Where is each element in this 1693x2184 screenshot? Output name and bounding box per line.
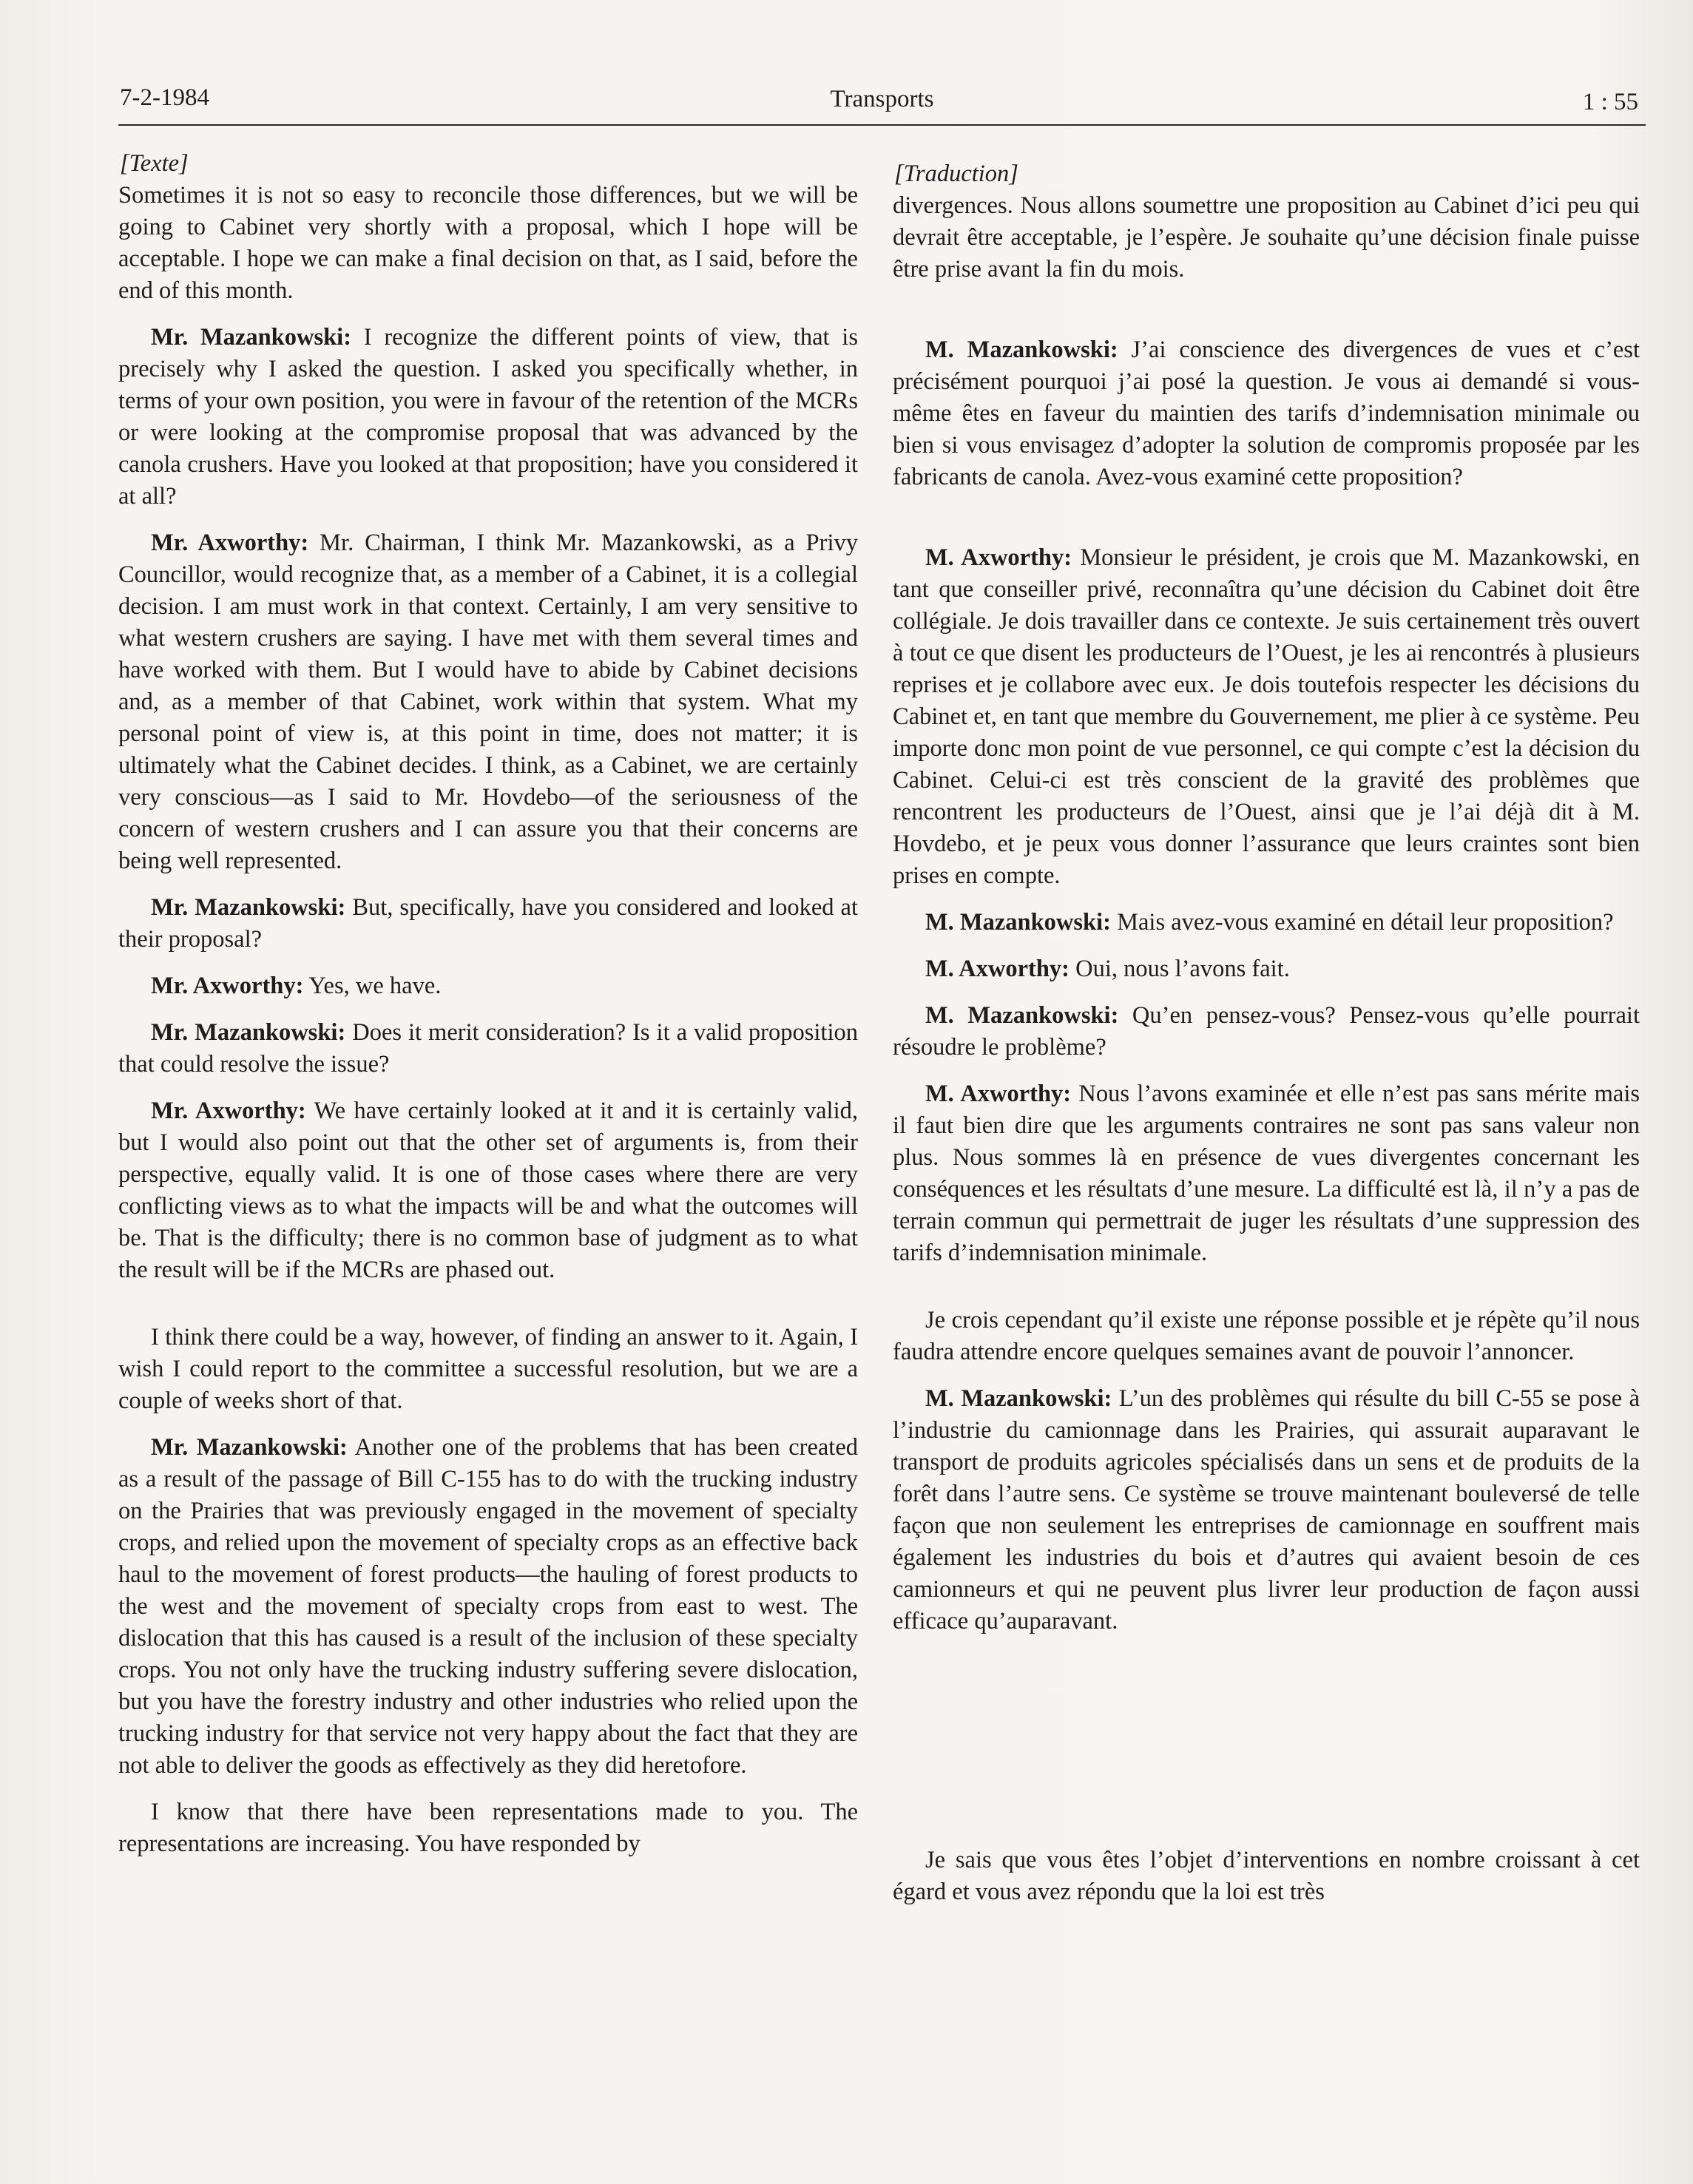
header-title: Transports bbox=[830, 86, 934, 112]
paragraph: Mr. Axworthy: Mr. Chairman, I think Mr. Mazankowski, as a Privy Councillor, would recognize that, as a member of a Cabinet, it is a collegial decision. I am must work in that context. Certainly, I am very sensitive to what western crushers are saying. I have met with them several times and have worked with them. But I would have to abide by Cabinet decisions and, as a member of that Cabinet, work within that system. What my personal point of view is, at this point in time, does not matter; it is ultimately what the Cabinet decides. I think, as a Cabinet, we are certainly very conscious—as I said to Mr. Hovdebo—of the seriousness of the concern of western crushers and I can assure you that their concerns are being well represented. bbox=[118, 530, 858, 874]
section-tag-traduction: [Traduction] bbox=[894, 160, 1018, 187]
speaker-name: Mr. Mazankowski: bbox=[151, 1019, 346, 1046]
paragraph: Mr. Axworthy: We have certainly looked at it and it is certainly valid, but I would also point out that the other set of arguments is, from their perspective, equally valid. It is one of those cases where there are very conflicting views as to what the impacts will be and what the outcomes will be. That is the difficulty; there is no common base of judgment as to what the result will be if the MCRs are phased out. bbox=[118, 1098, 858, 1283]
speaker-name: Mr. Mazankowski: bbox=[151, 1434, 348, 1461]
left-column bbox=[118, 148, 858, 1875]
paragraph: I know that there have been representations made to you. The representations are increasing. You have responded by bbox=[118, 1799, 858, 1857]
speaker-name: M. Mazankowski: bbox=[925, 1385, 1112, 1412]
paragraph: divergences. Nous allons soumettre une proposition au Cabinet d’ici peu qui devrait être acceptable, je l’espère. Je souhaite qu’une décision finale puisse être prise avant la fin du mois. bbox=[893, 192, 1640, 283]
speaker-name: Mr. Axworthy: bbox=[151, 973, 304, 999]
paragraph: Sometimes it is not so easy to reconcile those differences, but we will be going to Cabinet very shortly with a proposal, which I hope will be acceptable. I hope we can make a final decision on that, as I said, before the end of this month. bbox=[118, 182, 858, 304]
paragraph: Mr. Mazankowski: I recognize the different points of view, that is precisely why I asked the question. I asked you specifically whether, in terms of your own position, you were in favour of the retention of the MCRs or were looking at the compromise proposal that was advanced by the canola crushers. Have you looked at that proposition; have you considered it at all? bbox=[118, 324, 858, 510]
speaker-name: M. Axworthy: bbox=[925, 956, 1069, 982]
paragraph: Je crois cependant qu’il existe une réponse possible et je répète qu’il nous faudra attendre encore quelques semaines avant de pouvoir l’annoncer. bbox=[893, 1307, 1640, 1365]
header-date: 7-2-1984 bbox=[120, 84, 209, 111]
speaker-name: Mr. Mazankowski: bbox=[151, 894, 346, 921]
paragraph: Mr. Mazankowski: Does it merit consideration? Is it a valid proposition that could resolve the issue? bbox=[118, 1019, 858, 1078]
paragraph: I think there could be a way, however, of finding an answer to it. Again, I wish I could report to the committee a successful resolution, but we are a couple of weeks short of that. bbox=[118, 1324, 858, 1414]
paragraph: Mr. Mazankowski: Another one of the problems that has been created as a result of the passage of Bill C-155 has to do with the trucking industry on the Prairies that was previously engaged in the movement of specialty crops, and relied upon the movement of specialty crops as an effective back haul to the movement of forest products—the hauling of forest products to the west and the movement of specialty crops from east to west. The dislocation that this has caused is a result of the inclusion of these specialty crops. You not only have the trucking industry suffering severe dislocation, but you have the forestry industry and other industries who relied upon the trucking industry for that service not very happy about the fact that they are not able to deliver the goods as effectively as they did heretofore. bbox=[118, 1434, 858, 1779]
paragraph: M. Axworthy: Monsieur le président, je crois que M. Mazankowski, en tant que conseiller privé, reconnaîtra qu’une décision du Cabinet doit être collégiale. Je dois travailler dans ce contexte. Je suis certainement très ouvert à tout ce que disent les producteurs de l’Ouest, je les ai rencontrés à plusieurs reprises et je collabore avec eux. Je dois toutefois respecter les décisions du Cabinet et, en tant que membre du Gouvernement, me plier à ce système. Peu importe donc mon point de vue personnel, ce qui compte c’est la décision du Cabinet. Celui-ci est très conscient de la gravité des problèmes que rencontrent les producteurs de l’Ouest, ainsi que je l’ai déjà dit à M. Hovdebo, et je peux vous donner l’assurance que leurs craintes sont bien prises en compte. bbox=[893, 544, 1640, 889]
paragraph: M. Mazankowski: L’un des problèmes qui résulte du bill C-55 se pose à l’industrie du camionnage dans les Prairies, qui assurait auparavant le transport de produits agricoles spécialisés dans un sens et de produits de la forêt dans l’autre sens. Ce système se trouve maintenant bouleversé de telle façon que non seulement les entreprises de camionnage en souffrent mais également les industries du bois et d’autres qui avaient besoin de ces camionneurs et qui ne peuvent plus livrer leur production de façon aussi efficace qu’auparavant. bbox=[893, 1385, 1640, 1634]
speaker-name: M. Mazankowski: bbox=[925, 909, 1111, 936]
speaker-name: M. Axworthy: bbox=[925, 544, 1072, 571]
speaker-name: M. Mazankowski: bbox=[925, 1002, 1119, 1029]
paragraph: M. Mazankowski: Mais avez-vous examiné en détail leur proposition? bbox=[925, 909, 1614, 936]
speaker-name: M. Mazankowski: bbox=[925, 337, 1118, 363]
paragraph: M. Mazankowski: J’ai conscience des divergences de vues et c’est précisément pourquoi j’ai posé la question. Je vous ai demandé si vous-même êtes en faveur du maintien des tarifs d’indemnisation minimale ou bien si vous envisagez d’adopter la solution de compromis proposée par les fabricants de canola. Avez-vous examiné cette proposition? bbox=[893, 337, 1640, 490]
header-rule bbox=[118, 124, 1646, 126]
page-header bbox=[118, 80, 1646, 115]
paragraph: M. Axworthy: Oui, nous l’avons fait. bbox=[925, 956, 1290, 982]
speaker-name: Mr. Axworthy: bbox=[151, 1098, 306, 1124]
paragraph: M. Axworthy: Nous l’avons examinée et elle n’est pas sans mérite mais il faut bien dire que les arguments contraires ne sont pas sans valeur non plus. Nous sommes là en présence de vues divergentes concernant les conséquences et les résultats d’une mesure. La difficulté est là, il n’y a pas de terrain commun qui permettrait de juger les résultats d’une suppression des tarifs d’indemnisation minimale. bbox=[893, 1081, 1640, 1266]
header-page-number: 1 : 55 bbox=[1582, 89, 1638, 115]
paragraph: Je sais que vous êtes l’objet d’interventions en nombre croissant à cet égard et vous avez répondu que la loi est très bbox=[893, 1847, 1640, 1905]
right-column bbox=[893, 148, 1640, 1923]
section-tag-texte: [Texte] bbox=[120, 150, 189, 177]
paragraph: M. Mazankowski: Qu’en pensez-vous? Pensez-vous qu’elle pourrait résoudre le problème? bbox=[893, 1002, 1640, 1061]
speaker-name: Mr. Axworthy: bbox=[151, 530, 309, 556]
paragraph: Mr. Axworthy: Yes, we have. bbox=[151, 973, 442, 999]
speaker-name: M. Axworthy: bbox=[925, 1081, 1072, 1107]
speaker-name: Mr. Mazankowski: bbox=[151, 324, 352, 351]
paragraph: Mr. Mazankowski: But, specifically, have you considered and looked at their proposal? bbox=[118, 894, 858, 953]
